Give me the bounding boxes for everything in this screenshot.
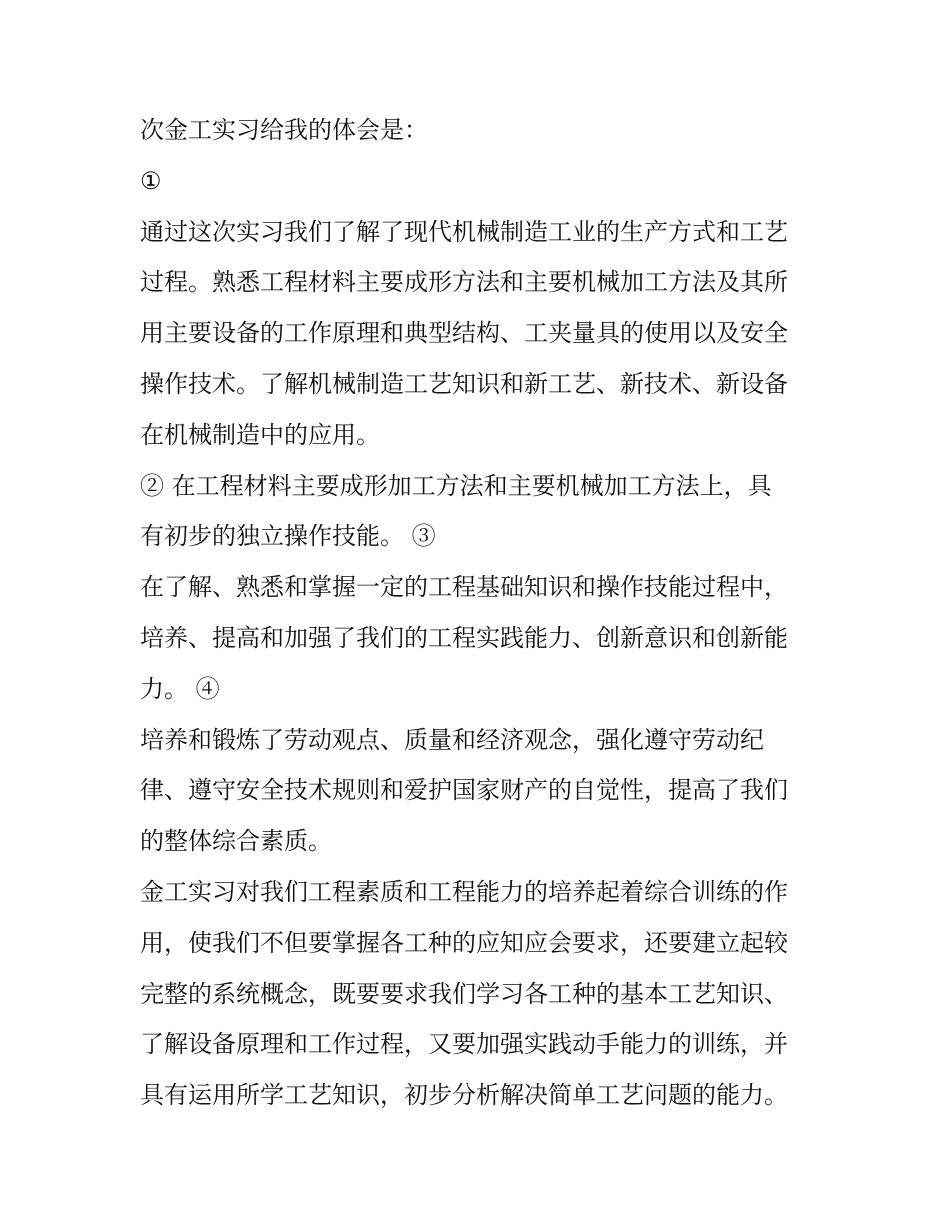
- text-line: 有初步的独立操作技能。 ③: [140, 522, 436, 551]
- text-line: 完整的系统概念，既要要求我们学习各工种的基本工艺知识、: [140, 979, 788, 1008]
- text-line: 操作技术。了解机械制造工艺知识和新工艺、新技术、新设备: [140, 369, 788, 398]
- text-line: ② 在工程材料主要成形加工方法和主要机械加工方法上，具: [140, 471, 772, 500]
- text-line: 通过这次实习我们了解了现代机械制造工业的生产方式和工艺: [140, 217, 788, 246]
- text-line: 过程。熟悉工程材料主要成形方法和主要机械加工方法及其所: [140, 268, 788, 297]
- text-line: 用，使我们不但要掌握各工种的应知应会要求，还要建立起较: [140, 928, 788, 957]
- text-line: 的整体综合素质。: [140, 827, 332, 856]
- text-line: 用主要设备的工作原理和典型结构、工夹量具的使用以及安全: [140, 319, 788, 348]
- document-body: [140, 105, 830, 1121]
- text-line: ①: [140, 166, 162, 195]
- text-line: 律、遵守安全技术规则和爱护国家财产的自觉性，提高了我们: [140, 776, 788, 805]
- text-line: 次金工实习给我的体会是：: [140, 116, 428, 144]
- text-line: 金工实习对我们工程素质和工程能力的培养起着综合训练的作: [140, 877, 788, 906]
- text-line: 具有运用所学工艺知识，初步分析解决简单工艺问题的能力。: [140, 1081, 788, 1110]
- text-line: 培养和锻炼了劳动观点、质量和经济观念，强化遵守劳动纪: [140, 725, 764, 754]
- text-line: 培养、提高和加强了我们的工程实践能力、创新意识和创新能: [140, 623, 788, 652]
- text-line: 在机械制造中的应用。: [140, 420, 380, 449]
- text-line: 力。 ④: [140, 674, 220, 703]
- text-line: 了解设备原理和工作过程，又要加强实践动手能力的训练，并: [140, 1030, 788, 1059]
- text-line: 在了解、熟悉和掌握一定的工程基础知识和操作技能过程中，: [140, 573, 788, 602]
